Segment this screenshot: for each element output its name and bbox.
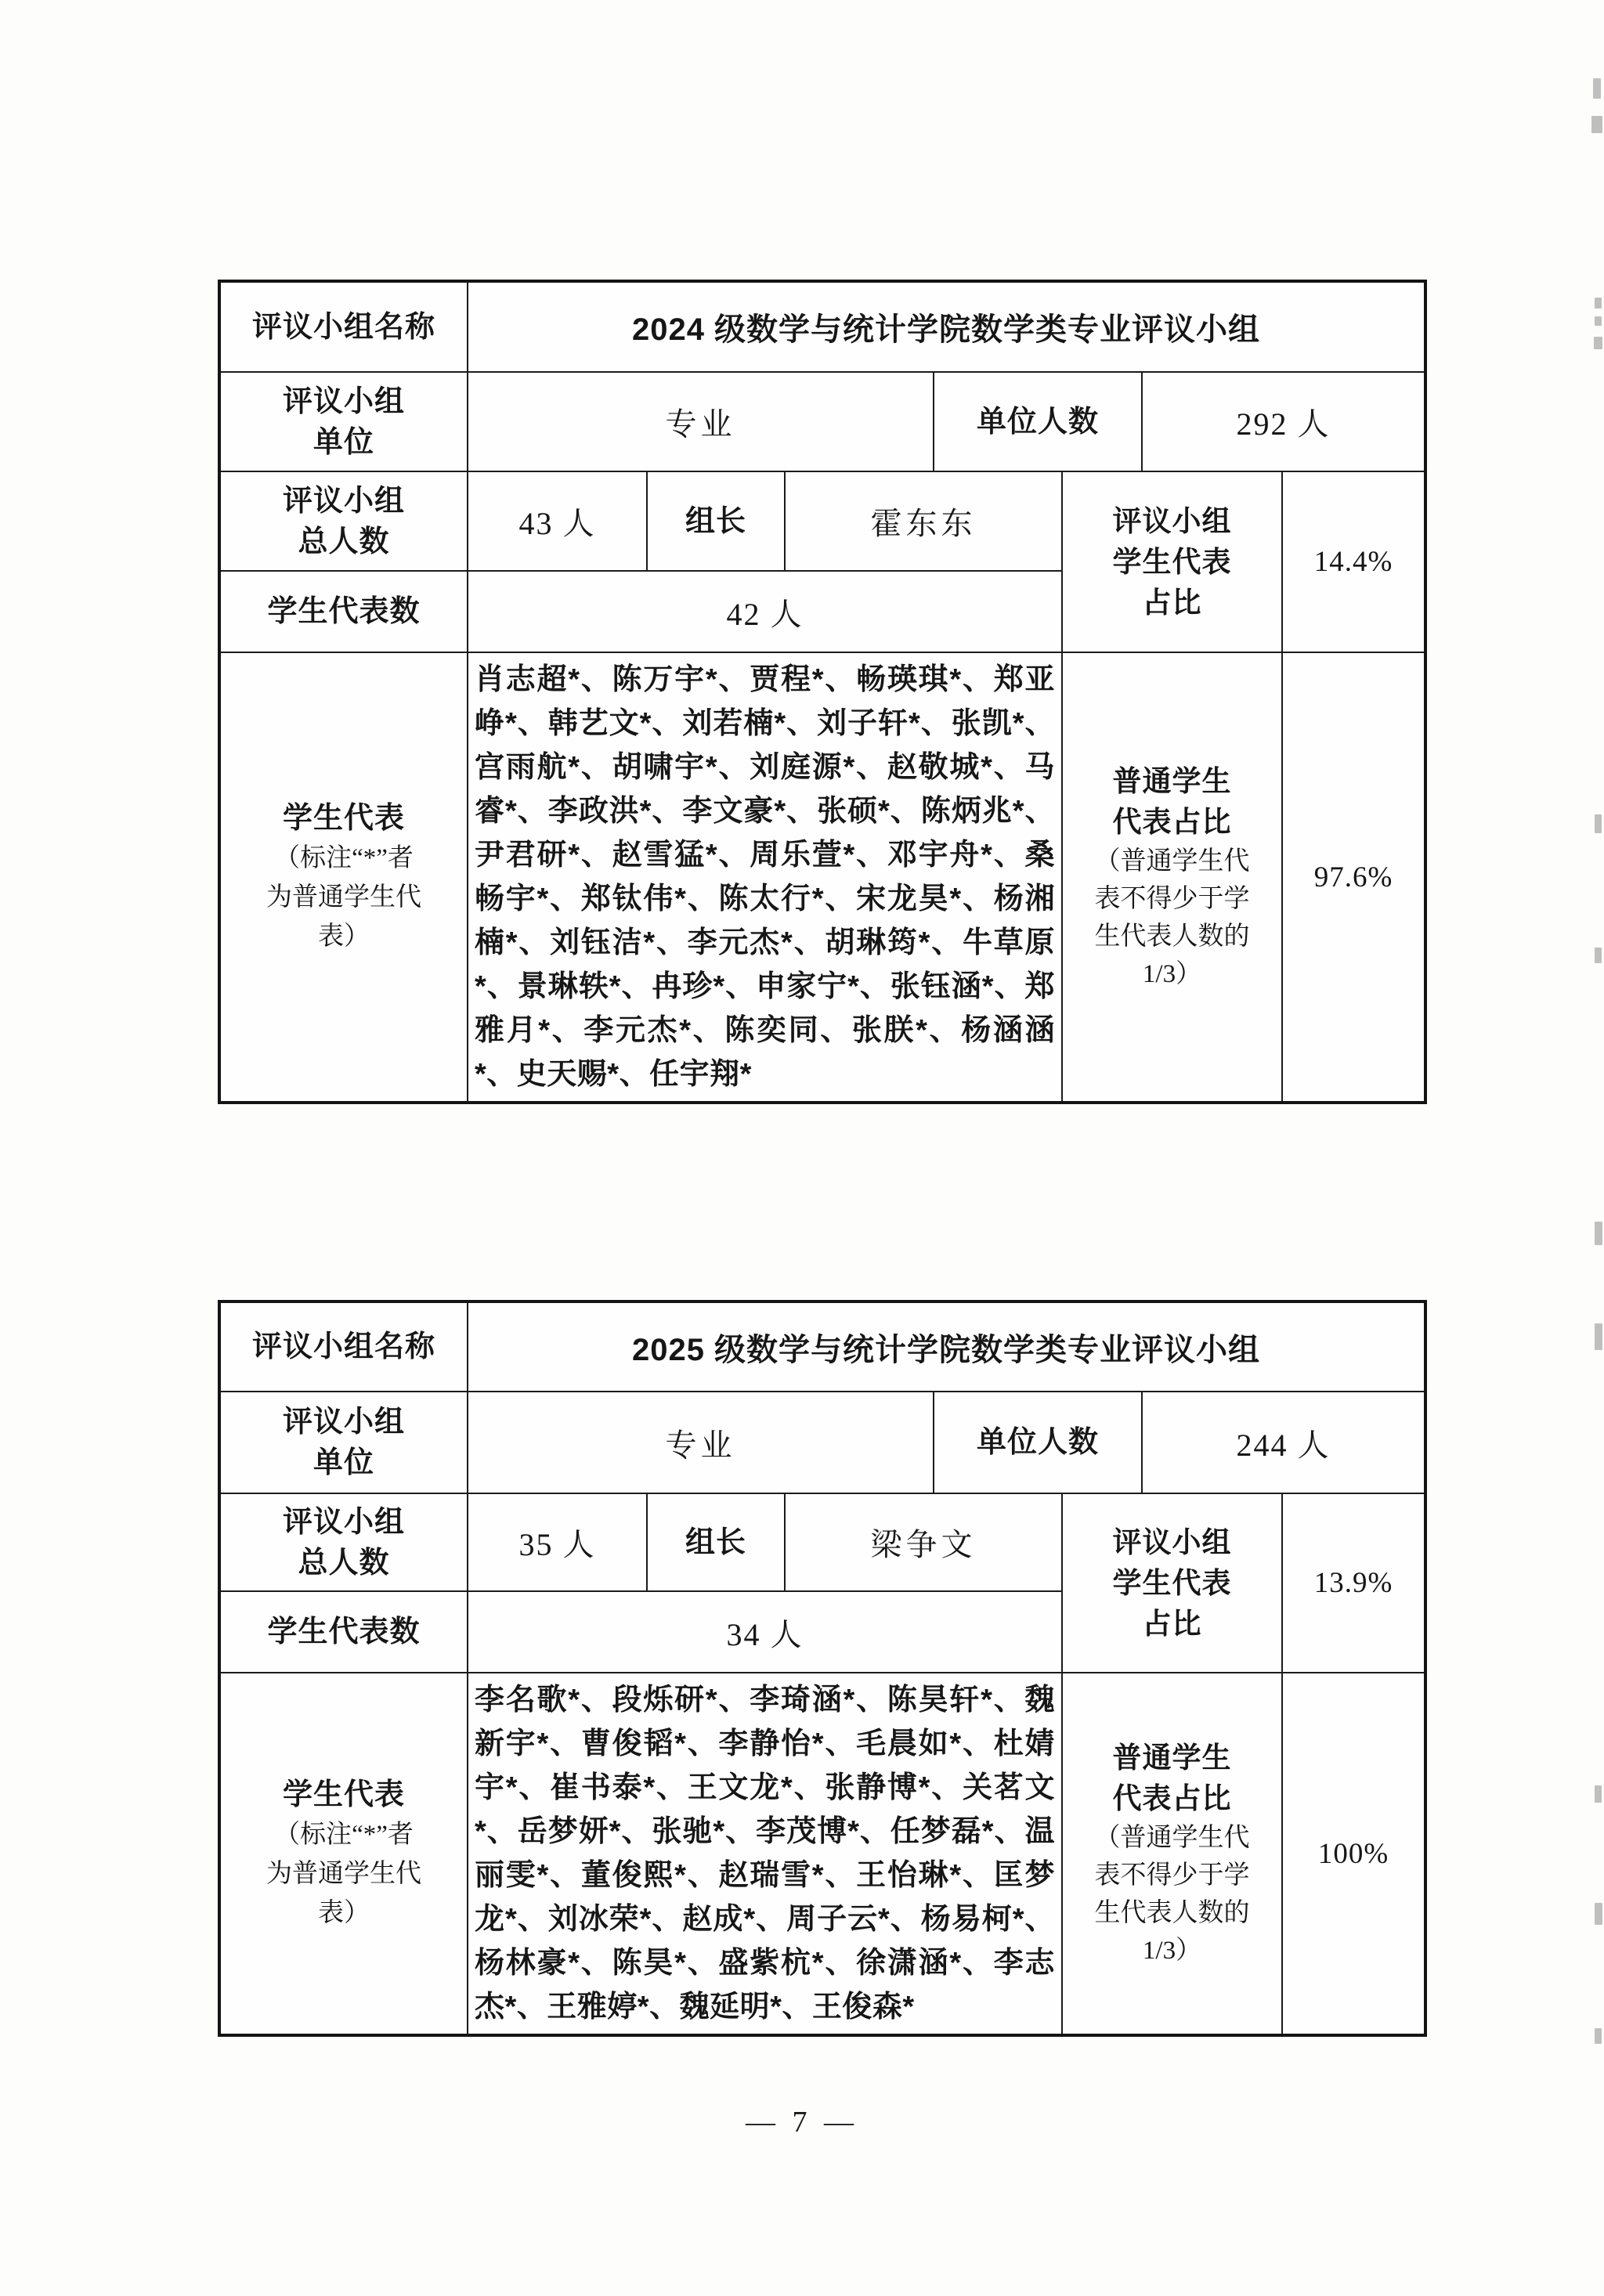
rep-count-label-cell: [219, 571, 468, 652]
group-name-value-cell: [468, 1301, 1425, 1392]
table-row: [219, 1673, 1425, 2035]
page-number: — 7 —: [746, 2106, 858, 2139]
total-count-value: 43 人: [518, 506, 596, 541]
unit-count-label-cell: [934, 1392, 1142, 1493]
group-name-value: 2024 级数学与统计学院数学类专业评议小组: [631, 312, 1261, 347]
ordinary-ratio-value-cell: [1282, 1673, 1425, 2035]
student-ratio-value: 14.4%: [1313, 546, 1393, 578]
ordinary-ratio-note: （普通学生代表不得少于学生代表人数的1/3）: [1094, 847, 1250, 988]
group-name-value-cell: [468, 281, 1425, 372]
leader-value: 霍东东: [870, 506, 977, 541]
ordinary-ratio-label-cell: [1062, 652, 1282, 1103]
total-count-value: 35 人: [518, 1527, 596, 1562]
total-count-label: 评议小组总人数: [282, 1505, 405, 1579]
table-row: [219, 1392, 1425, 1493]
unit-count-value: 244 人: [1236, 1427, 1331, 1463]
unit-count-value-cell: [1142, 1392, 1425, 1493]
group-unit-value-cell: [468, 372, 934, 471]
ordinary-ratio-value: 97.6%: [1313, 861, 1393, 893]
ordinary-ratio-note: （普通学生代表不得少于学生代表人数的1/3）: [1094, 1824, 1250, 1965]
scan-edge-artifact: [1595, 2028, 1602, 2044]
group-unit-label: 评议小组单位: [282, 1406, 405, 1479]
ordinary-ratio-title: 普通学生代表占比: [1112, 765, 1232, 838]
group-unit-label: 评议小组单位: [282, 384, 405, 459]
scan-edge-artifact: [1595, 948, 1602, 963]
ordinary-ratio-title: 普通学生代表占比: [1112, 1742, 1232, 1814]
group-unit-value: 专业: [665, 1427, 736, 1463]
unit-count-value-cell: [1142, 372, 1425, 471]
scan-edge-artifact: [1595, 316, 1602, 326]
unit-count-label: 单位人数: [976, 405, 1099, 439]
total-count-value-cell: [468, 471, 647, 571]
group-name-value: 2025 级数学与统计学院数学类专业评议小组: [631, 1332, 1261, 1367]
unit-count-value: 292 人: [1236, 406, 1331, 442]
leader-value-cell: [785, 471, 1062, 571]
ordinary-ratio-label-cell: [1062, 1673, 1282, 2035]
rep-label-title: 学生代表: [282, 802, 405, 835]
table-row: [219, 1301, 1425, 1392]
scan-edge-artifact: [1595, 1323, 1602, 1350]
student-ratio-value-cell: [1282, 1493, 1425, 1673]
student-ratio-value: 13.9%: [1313, 1567, 1393, 1599]
unit-count-label: 单位人数: [976, 1426, 1099, 1459]
rep-count-label-cell: [219, 1591, 468, 1673]
table-row: [219, 652, 1425, 1103]
rep-label-cell: [219, 1673, 468, 2035]
review-table-2025: [218, 1300, 1427, 2037]
table-row: [219, 1493, 1425, 1591]
total-count-value-cell: [468, 1493, 647, 1591]
leader-label-cell: [647, 1493, 785, 1591]
student-ratio-label-cell: [1062, 1493, 1282, 1673]
scan-edge-artifact: [1595, 1222, 1602, 1245]
scan-edge-artifact: [1595, 1785, 1602, 1803]
group-name-label-cell: [219, 1301, 468, 1392]
leader-label: 组长: [685, 504, 746, 538]
total-count-label-cell: [219, 471, 468, 571]
rep-count-value-cell: [468, 571, 1062, 652]
rep-label-cell: [219, 652, 468, 1103]
rep-count-label: 学生代表数: [267, 595, 421, 628]
leader-value-cell: [785, 1493, 1062, 1591]
group-unit-label-cell: [219, 1392, 468, 1493]
scan-edge-artifact: [1591, 116, 1602, 133]
rep-names-list: 肖志超*、陈万宇*、贾程*、畅瑛琪*、郑亚峥*、韩艺文*、刘若楠*、刘子轩*、张凯*、宫雨航*、胡啸宇*、刘庭源*、赵敬城*、马睿*、李政洪*、李文豪*、张硕*、陈炳兆*、尹君研*、赵雪猛*、周乐萱*、邓宇舟*、桑畅宇*、郑钛伟*、陈太行*、宋龙昊*、杨湘楠*、刘钰洁*、李元杰*、胡琳筠*、牛草原*、景琳轶*、冉珍*、申家宁*、张钰涵*、郑雅月*、李元杰*、陈奕同、张朕*、杨涵涵*、史天赐*、任宇翔*: [475, 663, 1055, 1091]
total-count-label-cell: [219, 1493, 468, 1591]
student-ratio-label: 评议小组学生代表占比: [1112, 1525, 1232, 1640]
scan-edge-artifact: [1595, 814, 1602, 833]
rep-count-label: 学生代表数: [267, 1616, 421, 1648]
review-table-2024: [218, 280, 1427, 1104]
group-unit-label-cell: [219, 372, 468, 471]
group-unit-value: 专业: [665, 406, 736, 442]
rep-label-title: 学生代表: [282, 1778, 405, 1811]
rep-count-value: 42 人: [726, 596, 804, 632]
group-name-label: 评议小组名称: [251, 1330, 435, 1363]
rep-names-list: 李名歌*、段烁研*、李琦涵*、陈昊轩*、魏新宇*、曹俊韬*、李静怡*、毛晨如*、杜婧宇*、崔书泰*、王文龙*、张静博*、关茗文*、岳梦妍*、张驰*、李茂博*、任梦磊*、温丽雯*、董俊熙*、赵瑞雪*、王怡琳*、匡梦龙*、刘冰荣*、赵成*、周子云*、杨易柯*、杨林豪*、陈昊*、盛紫杭*、徐潇涵*、李志杰*、王雅婷*、魏延明*、王俊森*: [475, 1684, 1055, 2023]
scan-edge-artifact: [1595, 1903, 1602, 1925]
unit-count-label-cell: [934, 372, 1142, 471]
leader-label: 组长: [685, 1525, 746, 1559]
scan-edge-artifact: [1595, 298, 1602, 309]
leader-value: 梁争文: [870, 1527, 977, 1562]
total-count-label: 评议小组总人数: [282, 484, 405, 558]
scan-edge-artifact: [1593, 78, 1601, 99]
student-ratio-label-cell: [1062, 471, 1282, 652]
rep-count-value-cell: [468, 1591, 1062, 1673]
rep-names-cell: [468, 1673, 1062, 2035]
rep-label-note: （标注“*”者为普通学生代表）: [266, 844, 421, 951]
rep-names-cell: [468, 652, 1062, 1103]
ordinary-ratio-value-cell: [1282, 652, 1425, 1103]
group-name-label: 评议小组名称: [251, 310, 435, 344]
table-row: [219, 372, 1425, 471]
rep-count-value: 34 人: [726, 1616, 804, 1652]
group-unit-value-cell: [468, 1392, 934, 1493]
scan-edge-artifact: [1594, 337, 1602, 349]
rep-label-note: （标注“*”者为普通学生代表）: [266, 1821, 421, 1927]
group-name-label-cell: [219, 281, 468, 372]
student-ratio-value-cell: [1282, 471, 1425, 652]
student-ratio-label: 评议小组学生代表占比: [1112, 504, 1232, 619]
leader-label-cell: [647, 471, 785, 571]
table-row: [219, 281, 1425, 372]
ordinary-ratio-value: 100%: [1317, 1837, 1389, 1870]
table-row: [219, 471, 1425, 571]
